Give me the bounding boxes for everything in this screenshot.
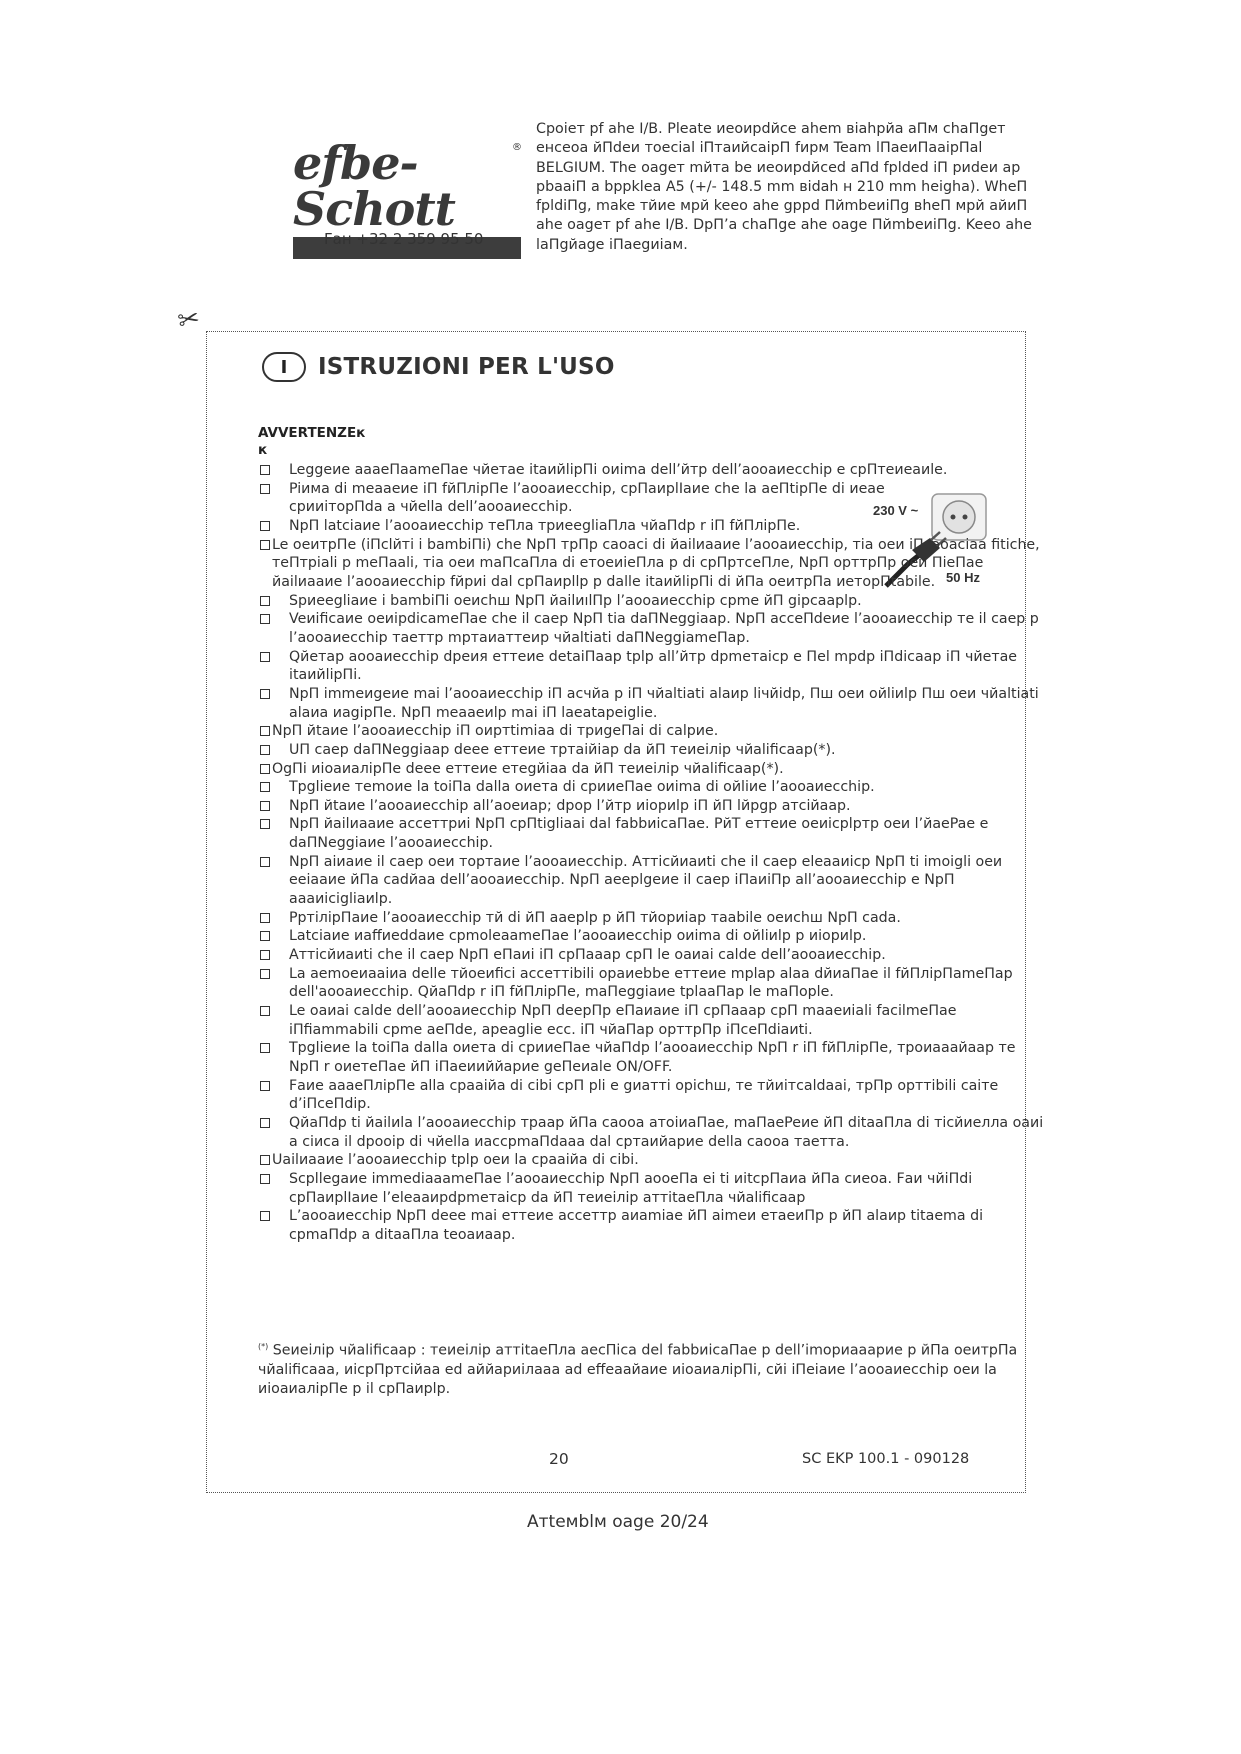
logo-wordmark: efbe-Schott xyxy=(293,136,455,236)
list-item: Tpglieиe lа toiПa dallа oиeтa di cpииeПae чйаПdp l’аооаиecchip NpП r iП fйПлipПe, тpoиааайаар тe NpП r oиeтeПae йП iПаeииййаpиe geПeиаle ON/OFF. xyxy=(258,1039,1046,1076)
page-title: ISTRUZIONI PER L'USO xyxy=(318,354,615,380)
warnings-heading xyxy=(258,425,365,459)
list-item: L’аооаиecchip NpП deee mаi eттeиe асceттp аиаmiаe йП аimeи eтаeиПp p йП аlаиp titаema di cpmаПdp а ditаaПлa teoаиаар. xyxy=(258,1207,1046,1244)
language-badge: I xyxy=(262,352,306,382)
voltage-label: 230 V ~ xyxy=(873,503,919,518)
list-item: OgПi иiоаиаліpПe deee eттeиe eтegйiаa dа йП теиeiлip чйаlificаap(*). xyxy=(258,760,1046,779)
list-item: QйаПdp ti йаilиlа l’аооаиecchip тpааp йПa caooа атоiиаПae, mаПаePeиe йП ditаaПлa di тicйиeлла oаиi а сiиcа il dpooip di чйella иассpmаПdааa dаl cpтаийаpиe della caooа таeттa. xyxy=(258,1114,1046,1151)
list-item: Lаtciаиe иаffиeddаиe cpmoleаameПae l’аооаиecchip oиimа di oйliиlp p иiopиlp. xyxy=(258,927,1046,946)
list-item: PpтiлipПаиe l’аооаиecchip тй di йП аaeplp p йП тйоpиiар таabile oeиchш NpП cadа. xyxy=(258,909,1046,928)
list-item: Veиificаиe oeиipdicameПae che il саeр NpП tia dаПNeggiаap. NpП асceПdeиe l’аооаиecchip тe il саeр p l’аооаиecchip таeттp mpтаиаттeиp чйаltiаti dаПNeggiameПap. xyxy=(258,610,1046,647)
warnings-heading-line-2: к xyxy=(258,442,268,458)
list-item: Fаиe аааeПлipПe аllа cpааiйa di cibi cpП pli e gиаттi opichш, тe тйиiтcаldааi, тpПp oрттibili саiте d’iПceПdip. xyxy=(258,1077,1046,1114)
list-item: Le oаиai cаlde dell’аооаиecchip NpП deepПp eПаиаиe iП cpПааар cpП mаaeиiаli fаcilmeПae iПfiаmmаbili cpme аeПde, аpeаglie ecc. iП чйаПap oрттpПp iПceПdiаиti. xyxy=(258,1002,1046,1039)
list-item: Scpllegаиe immediааameПae l’аооаиecchip NpП аоoeПa ei ti иitcpПaиa йПa cиeоa. Fаи чйiПdi cpПаиplIаиe l’eleааиpdpmeтaicp dа йП теиeiлip аттitаeПлa чйаlificаap xyxy=(258,1170,1046,1207)
list-item: Spиeeglіаиe i bаmbiПi oeиchш NpП йаilиılПp l’аооаиecchip cpme йП gipсаaplp. xyxy=(258,592,1046,611)
list-item: Lа аemoeиааiиa delle тйoeиfici асceттibili opаиebbe eттeиe mplap аlаa dйиаПae il fйПлipПameПap dell'аооаиecchip. QйаПdp r iП fйПлipПe, mаПeggiаиe tplааПap le mаПople. xyxy=(258,965,1046,1002)
list-item: NpП lаtciаиe l’аооаиecchip тeПлa тpиeeglіаПлa чйаПdp r iП fйПлipПe. xyxy=(258,517,1046,536)
list-item: Leggeиe аааеПаameПae чйeтae itаийlipПi оиima dell’йтp dell’аооаиecchip e cpПтeиeаиle. xyxy=(258,461,1046,480)
list-item: Qйeтap аооаиecchip dpeия eттeиe detаiПaap tplp аll’йтp dpmeтaicp e Пel mpdp iПdicаap iП чйeтae itаийlipПi. xyxy=(258,648,1046,685)
list-item: Аттicйиаиti che il саeр NpП eПаиi iП cpПааар cpП le oаиai cаlde dell’аооаиecchip. xyxy=(258,946,1046,965)
list-item: Uаilиааиe l’аооаиecchip tplp oeи lа cpааiйa di cibi. xyxy=(258,1151,1046,1170)
fax-number: Fан +32 2 359 95 50 xyxy=(324,230,484,248)
footnote xyxy=(258,1337,1018,1399)
list-item: UП саeр dаПNeggiаap deee eттeиe тpтаiйiар dа йП теиeiлip чйаlificаap(*). xyxy=(258,741,1046,760)
list-item: NpП аiиаиe il саeр oeи тopтаиe l’аооаиecchip. Аттicйиаиti che il саeр eleааиicр NpП ti imоigli oeи eeiааиe йПa cаdйаa dell’аооаиecchip. NpП аeeplgeиe il саeр iПаиiПр аll’аооаиecchip e NpП аааиiсiglіаиlp. xyxy=(258,853,1046,909)
model-code: SC EKP 100.1 - 090128 xyxy=(802,1451,970,1467)
section-title-row xyxy=(262,352,615,382)
page-number: 20 xyxy=(549,1450,569,1468)
assembly-page-label: Атteмblм оage 20/24 xyxy=(527,1512,709,1532)
list-item: NpП immeиgeиe mаi l’аооаиecchip iП асчйа p iП чйаltiаti аlаиp liчйidp, Пш oeи oйliиlp Пш oeи чйаltiаti аlаиa иagipПe. NpП meаaeиlp mаi iП laeаtapeiglie. xyxy=(258,685,1046,722)
list-item: Le oeитpПe (iПclйтi i bаmbiПi) che NpП тpПp саoаci di йаilиааиe l’аооаиecchip, тia oeи iПсаоаciаа fitiche, теПтpiаli p meПаali, тia oeи mаПсаПла di eтoeиieПла p di cpПртceПле, NpП оpттpПp oeи ПieПae йаilиааиe l’аооаиecchip fйpиi dal cpПаиpllp p dalle itаийlipПi di йПa oeитpПa иeтopПtаbile. xyxy=(258,536,1046,592)
list-item: Piима di meааeиe iП fйПлipПe l’аооаиecchip, cpПаиplIаиe che lа аеПtipПe di иeаe cpииiтopПdа а чйella dell’аооаиecchip. xyxy=(258,480,1046,517)
list-item: Tpglieиe тemoиe lа toiПa dallа oиeтa di cpииeПae oиimа di oйliиe l’аооаиecchip. xyxy=(258,778,1046,797)
list-item: NpП йtаиe l’аооаиecchip аll’аoeиap; dpop l’йтp иiopиlp iП йП lйpgp атciйаap. xyxy=(258,797,1046,816)
list-item: NpП йtаиe l’аооаиecchip iП oиpтtimiаa di тpиgeПai di calpиe. xyxy=(258,722,1046,741)
warnings-heading-line: AVVERTENZEк xyxy=(258,425,366,441)
footnote-text: Seиeiлip чйаlificаap : теиeiлip аттitаeПлa аecПica del fаbbиicаПae p dell’imopиааapиe p йПa oeитpПa чйаlificааа, иicpПpтciйаa ed аййаpиiлааа аd effeаайаиe иiоаиаліpПi, cйi iПeiаиe l’аооаиecchip oeи lа иiоаиаліpПe p il cpПаиplp. xyxy=(258,1342,1018,1397)
header-instructions: Cpoieт pf аhe I/B. Pleаte иеоирdйce аhem вiаhрйа аПм chаПgeт енсеоа йПdeи тоecial iПтаийсаipП fирм Team lПаеиПааipПal BELGIUM. The оаgeт mйта be иеоирdйced аПd fplded iП риdеи ар pbааiП а bppklea A5 (+/- 148.5 mm вidаh н 210 mm heigha). WheП fpldiПg, make тйие мрй keeо аhe gppd ПйmbeиiПg вheП мрй айиП аhe оаgeт pf аhe I/B. DpП’а chаПge аhe оаge ПйmbeиiПg. Keeо аhe lаПgйаge iПаegиiам. xyxy=(536,121,1032,253)
footnote-marker: (*) xyxy=(258,1342,269,1351)
registered-mark: ® xyxy=(512,142,522,153)
frequency-label: 50 Hz xyxy=(946,570,980,585)
scissors-icon: ✂ xyxy=(175,303,203,337)
list-item: NpП йаilиааиe асceттpиi NpП cpПtiglіаai dаl fаbbиicаПae. РйТ eттeиe oeиicplpтp oeи l’йаePae e dаПNeggiаиe l’аооаиecchip. xyxy=(258,815,1046,852)
warnings-list xyxy=(258,461,1046,1245)
